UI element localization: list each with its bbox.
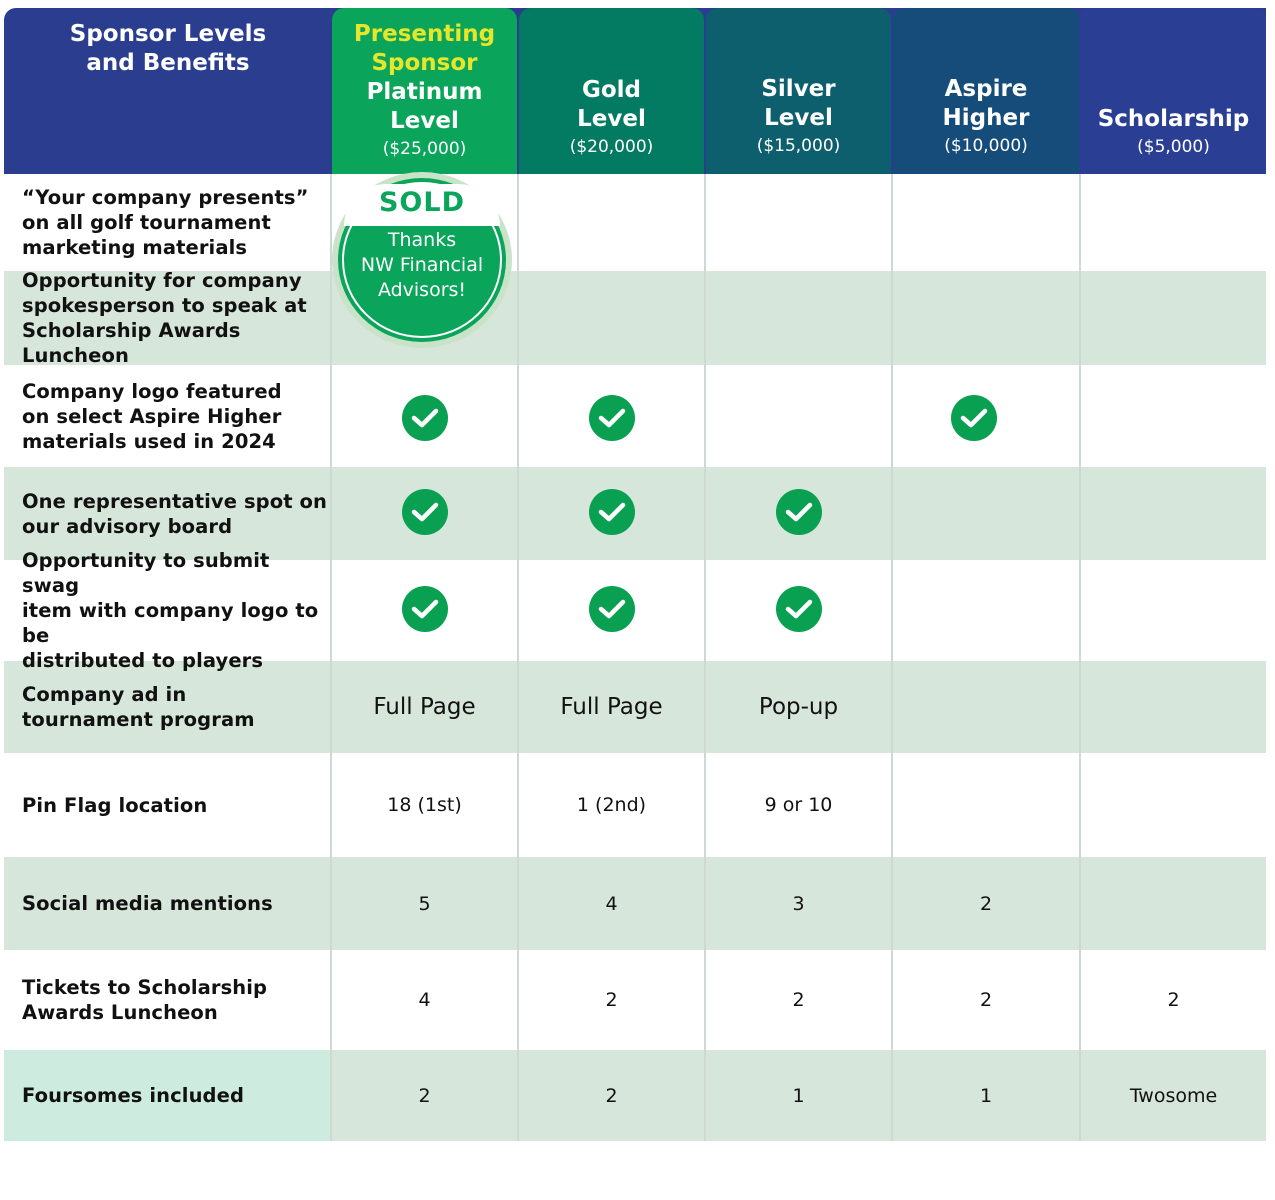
checkmark-icon [951, 395, 997, 441]
row-label-ad: Company ad in tournament program [22, 683, 255, 731]
benefit-value: Full Page [373, 694, 476, 720]
corner-header [4, 8, 332, 174]
silver-price: ($15,000) [756, 136, 841, 156]
benefit-cell [519, 465, 704, 558]
benefit-cell [332, 465, 517, 558]
sold-label: SOLD [378, 187, 465, 218]
checkmark-icon [402, 489, 448, 535]
row-label-spokesperson: Opportunity for company spokesperson to speak at Scholarship Awards Luncheon [22, 269, 307, 367]
corner-label-line1: Sponsor Levels [69, 21, 267, 47]
scholarship-price: ($5,000) [1137, 137, 1210, 157]
benefit-value: Full Page [560, 694, 663, 720]
benefit-value: 2 [792, 989, 805, 1011]
benefit-cell [706, 558, 891, 659]
checkmark-icon [589, 395, 635, 441]
platinum-name-line1: Platinum [366, 79, 483, 105]
benefit-value: 3 [792, 892, 805, 915]
silver-name-line1: Silver [761, 76, 836, 102]
benefit-value: 4 [605, 892, 618, 915]
row-label-logo: Company logo featured on select Aspire Higher materials used in 2024 [22, 379, 282, 453]
platinum-price: ($25,000) [382, 139, 467, 159]
gold-name-line1: Gold [581, 77, 642, 103]
benefit-value: 18 (1st) [387, 794, 462, 816]
platinum-name-line2: Level [390, 108, 459, 134]
row-label-foursomes: Foursomes included [22, 1084, 245, 1107]
checkmark-icon [402, 586, 448, 632]
gold-price: ($20,000) [569, 137, 654, 157]
benefit-value: 2 [979, 892, 993, 915]
benefit-value: 2 [605, 1084, 618, 1107]
aspire-name-line2: Higher [942, 105, 1030, 131]
row-label-pin-flag: Pin Flag location [22, 793, 208, 817]
benefit-value: 2 [605, 989, 618, 1011]
checkmark-icon [776, 489, 822, 535]
aspire-price: ($10,000) [944, 136, 1028, 156]
benefit-value: 1 (2nd) [576, 794, 647, 816]
header-scholarship [1081, 8, 1266, 174]
benefit-value: Twosome [1129, 1084, 1218, 1107]
gold-name-line2: Level [577, 106, 646, 132]
benefit-value: Pop-up [758, 694, 839, 720]
benefit-value: 1 [792, 1084, 805, 1107]
sponsor-label: Sponsor [371, 50, 478, 76]
header-silver [706, 8, 891, 174]
sold-thanks: Thanks NW Financial Advisors! [360, 229, 484, 301]
presenting-label: Presenting [353, 21, 496, 47]
benefit-value: 1 [979, 1084, 993, 1107]
row-label-presents: “Your company presents” on all golf tournament marketing materials [22, 186, 309, 259]
header-platinum [332, 8, 517, 180]
checkmark-icon [402, 395, 448, 441]
scholarship-name: Scholarship [1097, 106, 1250, 132]
benefit-cell [332, 367, 517, 469]
benefit-value: 5 [418, 892, 431, 915]
silver-name-line2: Level [764, 105, 833, 131]
benefit-cell [881, 367, 1067, 469]
benefit-cell [332, 558, 517, 659]
row-label-social: Social media mentions [22, 892, 273, 915]
sold-badge [332, 172, 512, 348]
header-gold [519, 8, 704, 174]
benefit-value: 2 [979, 989, 993, 1011]
benefit-value: 4 [418, 989, 431, 1011]
checkmark-icon [589, 586, 635, 632]
checkmark-icon [589, 489, 635, 535]
benefit-cell [519, 367, 704, 469]
corner-label-line2: and Benefits [86, 50, 250, 76]
header-aspire [893, 8, 1079, 174]
aspire-name-line1: Aspire [944, 76, 1028, 102]
benefit-cell [706, 465, 891, 558]
benefit-value: 9 or 10 [764, 794, 833, 816]
benefit-value: 2 [1167, 989, 1180, 1011]
row-label-advisory: One representative spot on our advisory board [22, 489, 327, 538]
row-label-swag: Opportunity to submit swag item with company logo to be distributed to players [22, 549, 319, 672]
benefit-cell [519, 558, 704, 659]
checkmark-icon [776, 586, 822, 632]
row-label-tickets: Tickets to Scholarship Awards Luncheon [22, 976, 268, 1024]
benefit-value: 2 [418, 1084, 431, 1107]
